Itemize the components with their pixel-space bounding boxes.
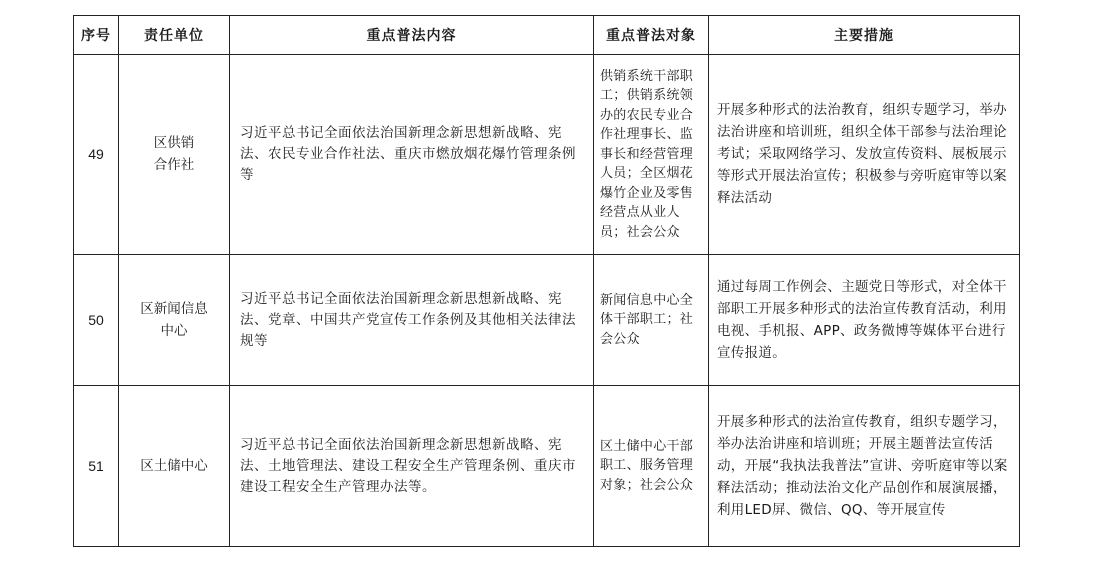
row-measures: 开展多种形式的法治宣传教育，组织专题学习，举办法治讲座和培训班；开展主题普法宣传活动，开展“我执法我普法”宣讲、旁听庭审等以案释法活动；推动法治文化产品创作和展演展播，利用LED屏、微信、QQ、等开展宣传 [709, 386, 1020, 547]
unit-line: 合作社 [153, 157, 195, 174]
row-target: 新闻信息中心全体干部职工；社会公众 [594, 254, 709, 386]
header-row [74, 16, 1020, 55]
unit-line: 区土储中心 [140, 458, 208, 475]
row-measures: 通过每周工作例会、主题党日等形式，对全体干部职工开展多种形式的法治宣传教育活动，利用电视、手机报、APP、政务微博等媒体平台进行宣传报道。 [709, 254, 1020, 386]
header-seq: 序号 [74, 16, 119, 55]
table-row [74, 254, 1020, 386]
table-row [74, 386, 1020, 547]
row-target: 供销系统干部职工；供销系统领办的农民专业合作社理事长、监事长和经营管理人员；全区烟花爆竹企业及零售经营点从业人员；社会公众 [594, 55, 709, 255]
header-target: 重点普法对象 [594, 16, 709, 55]
header-unit: 责任单位 [119, 16, 230, 55]
row-unit [119, 55, 230, 255]
row-seq: 50 [74, 254, 119, 386]
unit-line: 区供销 [153, 135, 195, 152]
table-row [74, 55, 1020, 255]
row-seq: 51 [74, 386, 119, 547]
row-unit [119, 254, 230, 386]
row-content: 习近平总书记全面依法治国新理念新思想新战略、宪法、土地管理法、建设工程安全生产管理条例、重庆市建设工程安全生产管理办法等。 [230, 386, 594, 547]
row-target: 区土储中心干部职工、服务管理对象；社会公众 [594, 386, 709, 547]
header-content: 重点普法内容 [230, 16, 594, 55]
row-unit [119, 386, 230, 547]
unit-line: 区新闻信息 [140, 301, 208, 318]
row-content: 习近平总书记全面依法治国新理念新思想新战略、宪法、党章、中国共产党宣传工作条例及其他相关法律法规等 [230, 254, 594, 386]
row-seq: 49 [74, 55, 119, 255]
row-content: 习近平总书记全面依法治国新理念新思想新战略、宪法、农民专业合作社法、重庆市燃放烟花爆竹管理条例等 [230, 55, 594, 255]
law-popularization-table [73, 15, 1020, 547]
header-measures: 主要措施 [709, 16, 1020, 55]
row-measures: 开展多种形式的法治教育，组织专题学习，举办法治讲座和培训班，组织全体干部参与法治理论考试；采取网络学习、发放宣传资料、展板展示等形式开展法治宣传；积极参与旁听庭审等以案释法活动 [709, 55, 1020, 255]
unit-line: 中心 [160, 323, 188, 340]
